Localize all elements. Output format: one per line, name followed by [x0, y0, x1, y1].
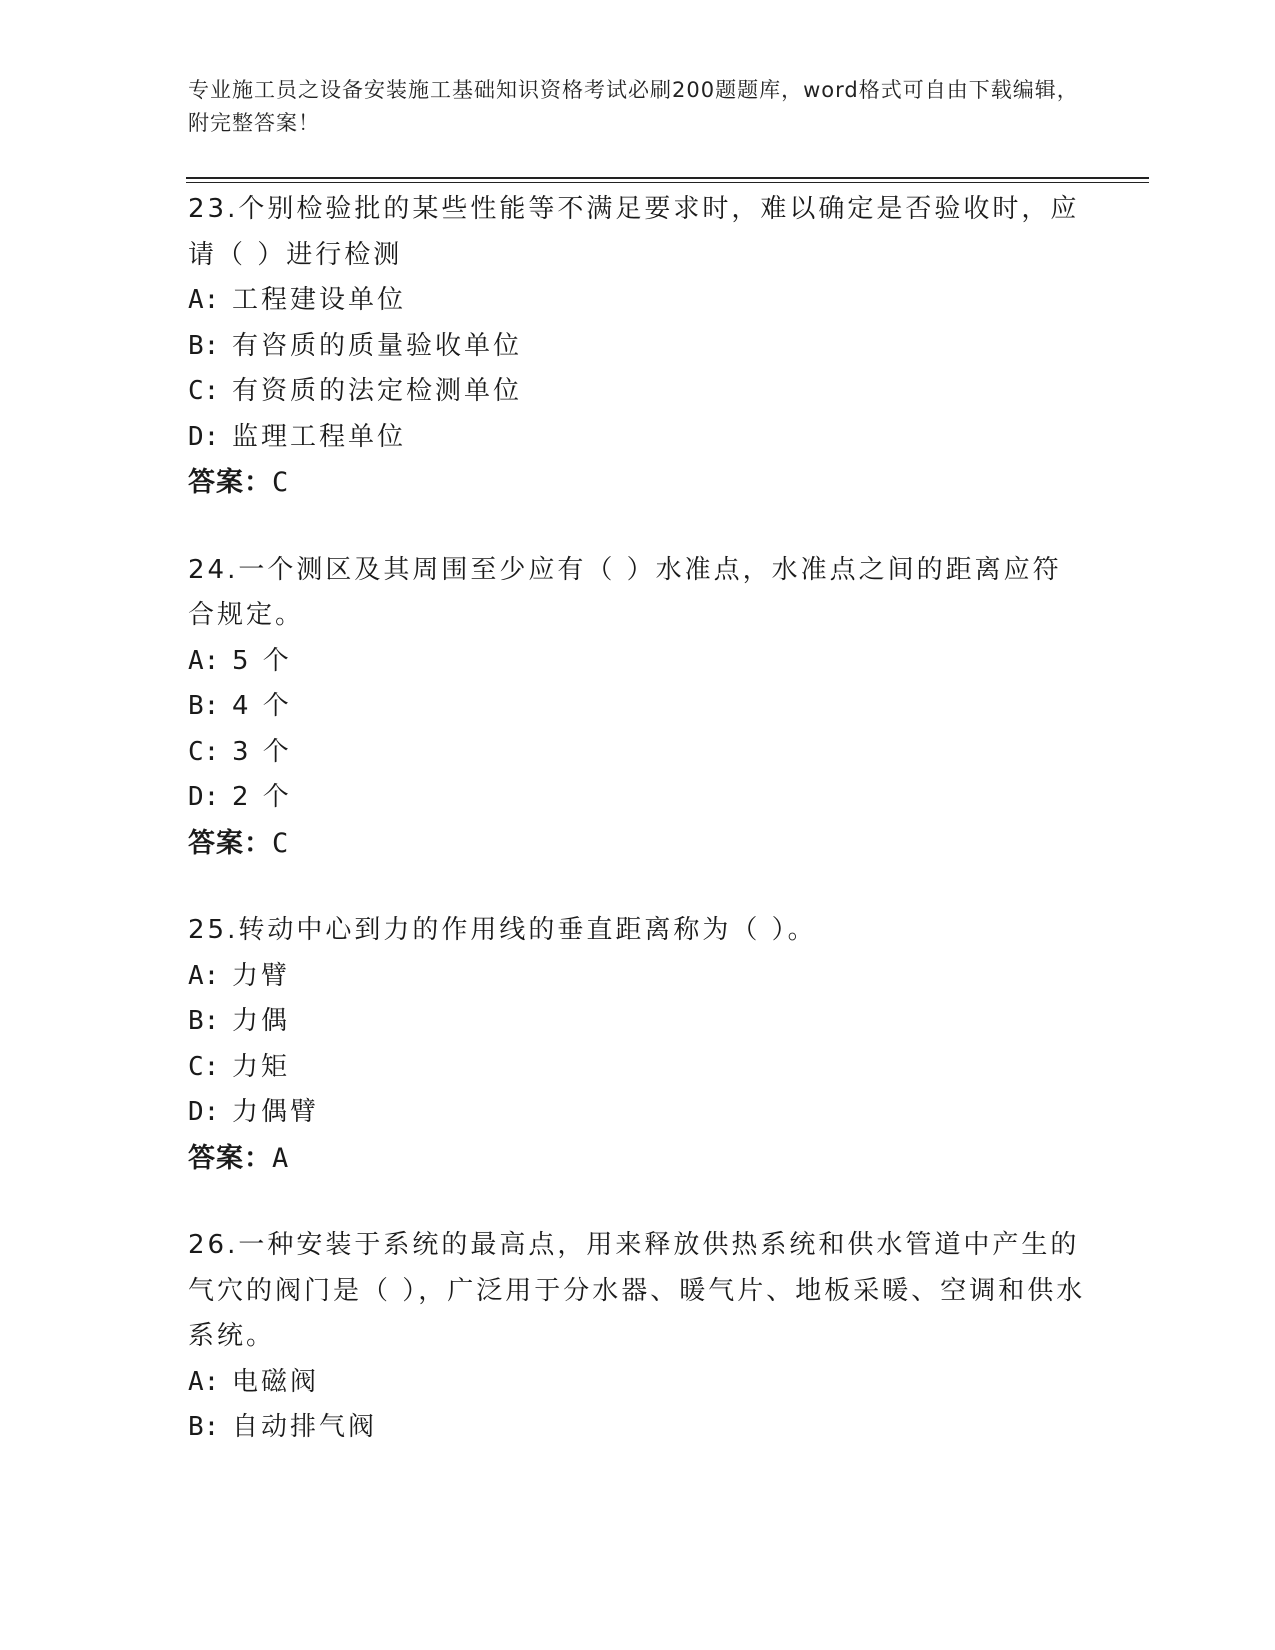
option-text: 力偶 — [232, 1006, 291, 1036]
question-body: 一个测区及其周围至少应有（ ）水准点，水准点之间的距离应符合规定。 — [188, 554, 1062, 630]
option-text: 电磁阀 — [232, 1366, 320, 1397]
option-d — [188, 415, 1088, 461]
header-rule-thin — [186, 182, 1149, 183]
question-24 — [188, 548, 1088, 867]
option-letter: B: — [188, 1006, 220, 1036]
option-letter: A: — [188, 645, 220, 676]
option-text: 自动排气阀 — [232, 1412, 378, 1442]
question-list — [188, 187, 1088, 1493]
answer-label: 答案： — [188, 467, 272, 498]
question-26 — [188, 1223, 1088, 1451]
option-letter: C: — [188, 1051, 220, 1082]
option-b — [188, 684, 1088, 730]
option-b — [188, 999, 1088, 1045]
option-text: 工程建设单位 — [232, 285, 407, 315]
question-23 — [188, 187, 1088, 506]
question-body: 个别检验批的某些性能等不满足要求时，难以确定是否验收时，应请（ ）进行检测 — [188, 194, 1080, 270]
option-letter: D: — [188, 421, 220, 452]
question-text — [188, 548, 1088, 639]
option-c — [188, 730, 1088, 776]
option-letter: A: — [188, 285, 220, 315]
option-d — [188, 775, 1088, 821]
option-d — [188, 1090, 1088, 1136]
option-letter: D: — [188, 1097, 220, 1127]
answer-line — [188, 1136, 1088, 1182]
option-text: 4 个 — [232, 691, 292, 721]
answer-label: 答案： — [188, 1142, 272, 1174]
option-letter: A: — [188, 1366, 220, 1397]
answer-line — [188, 460, 1088, 506]
question-number: 26. — [188, 1230, 239, 1260]
option-letter: D: — [188, 782, 220, 812]
option-b — [188, 324, 1088, 370]
question-text — [188, 908, 1088, 954]
answer-line — [188, 821, 1088, 867]
option-text: 力矩 — [232, 1051, 291, 1082]
option-b — [188, 1405, 1088, 1451]
answer-value: A — [272, 1142, 290, 1174]
document-header: 专业施工员之设备安装施工基础知识资格考试必刷200题题库，word格式可自由下载编辑，附完整答案！ — [188, 78, 1079, 135]
option-c — [188, 369, 1088, 415]
option-text: 力臂 — [232, 960, 291, 991]
question-body: 一种安装于系统的最高点，用来释放供热系统和供水管道中产生的气穴的阀门是（ ），广泛用于分水器、暖气片、地板采暖、空调和供水系统。 — [188, 1230, 1086, 1351]
option-letter: B: — [188, 691, 220, 721]
option-a — [188, 954, 1088, 1000]
option-letter: C: — [188, 736, 220, 767]
question-body: 转动中心到力的作用线的垂直距离称为（ ）。 — [238, 915, 817, 945]
header-rule-thick — [186, 177, 1149, 179]
option-letter: B: — [188, 330, 220, 361]
option-letter: C: — [188, 376, 220, 406]
option-text: 监理工程单位 — [232, 421, 407, 452]
question-text — [188, 187, 1088, 278]
question-number: 24. — [188, 554, 239, 585]
option-c — [188, 1045, 1088, 1091]
question-number: 25. — [188, 915, 239, 945]
answer-value: C — [272, 827, 290, 859]
option-a — [188, 639, 1088, 685]
option-text: 3 个 — [232, 736, 292, 767]
option-letter: A: — [188, 960, 220, 991]
answer-value: C — [272, 467, 290, 498]
option-text: 有资质的法定检测单位 — [232, 376, 523, 406]
option-a — [188, 1360, 1088, 1406]
option-text: 5 个 — [232, 645, 292, 676]
option-a — [188, 278, 1088, 324]
answer-label: 答案： — [188, 827, 272, 859]
option-text: 2 个 — [232, 782, 292, 812]
question-25 — [188, 908, 1088, 1181]
question-text — [188, 1223, 1088, 1360]
option-letter: B: — [188, 1412, 220, 1442]
option-text: 有咨质的质量验收单位 — [232, 330, 523, 361]
question-number: 23. — [188, 194, 239, 224]
option-text: 力偶臂 — [232, 1097, 320, 1127]
